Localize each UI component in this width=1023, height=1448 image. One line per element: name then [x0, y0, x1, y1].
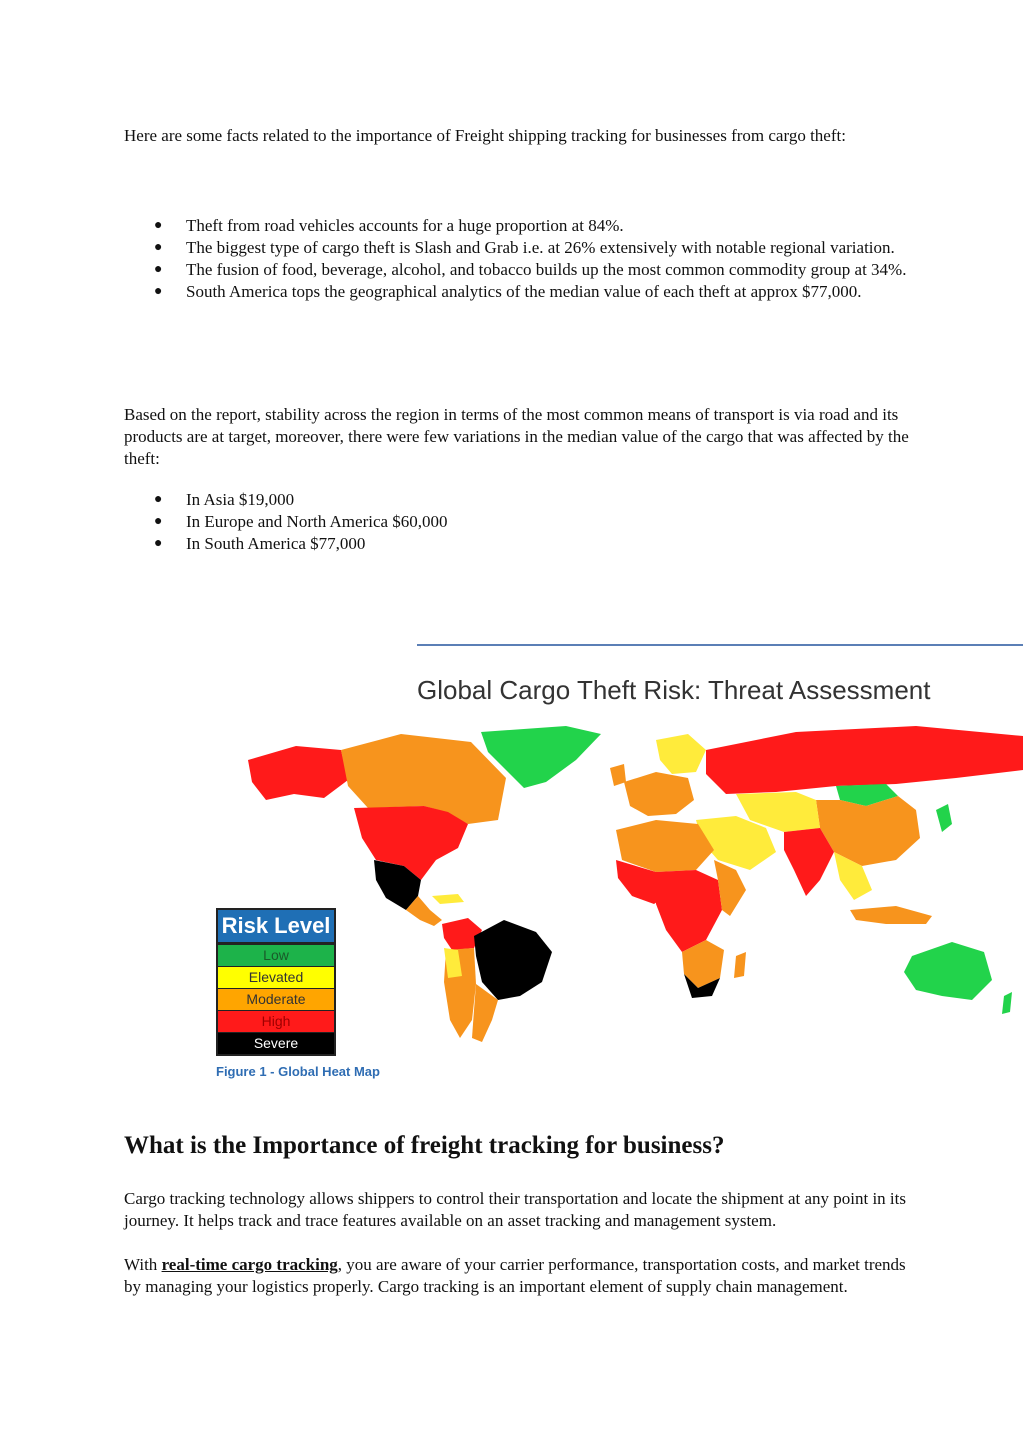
- bullet-icon: ●: [154, 514, 163, 529]
- figure-title: Global Cargo Theft Risk: Threat Assessment: [417, 675, 931, 705]
- list-item: ● The fusion of food, beverage, alcohol, and tobacco builds up the most common commodity group at 34%.: [154, 260, 907, 279]
- list-item: ● In South America $77,000: [154, 534, 366, 553]
- list-item: ● South America tops the geographical analytics of the median value of each theft at approx $77,000.: [154, 282, 862, 301]
- bullet-icon: ●: [154, 492, 163, 507]
- bullet-icon: ●: [154, 284, 163, 299]
- map-region-russia: [706, 726, 1023, 794]
- list-item: ● Theft from road vehicles accounts for a huge proportion at 84%.: [154, 216, 624, 235]
- map-region-brazil: [474, 920, 552, 1000]
- facts-list: [124, 215, 914, 303]
- bullet-icon: ●: [154, 262, 163, 277]
- map-region-australia: [904, 942, 992, 1000]
- bullet-icon: ●: [154, 218, 163, 233]
- list-item: ● In Europe and North America $60,000: [154, 512, 448, 531]
- list-item: ● In Asia $19,000: [154, 490, 295, 509]
- map-region-north-africa: [616, 820, 714, 872]
- map-region-usa: [354, 806, 468, 880]
- legend-title: Risk Level: [218, 910, 334, 944]
- map-region-scandinavia: [656, 734, 706, 774]
- legend-item-high: High: [218, 1010, 334, 1032]
- section-heading: What is the Importance of freight tracking for business?: [124, 1132, 725, 1159]
- legend-item-severe: Severe: [218, 1032, 334, 1054]
- map-region-indonesia: [850, 906, 932, 924]
- real-time-cargo-tracking-link[interactable]: real-time cargo tracking: [161, 1255, 338, 1274]
- map-region-uk: [610, 764, 626, 786]
- map-region-alaska: [248, 746, 348, 800]
- heat-map-figure: [214, 630, 1023, 1090]
- map-region-madagascar: [734, 952, 746, 978]
- bullet-icon: ●: [154, 240, 163, 255]
- bullet-icon: ●: [154, 536, 163, 551]
- legend-item-moderate: Moderate: [218, 988, 334, 1010]
- figure-caption: Figure 1 - Global Heat Map: [216, 1064, 380, 1079]
- map-region-caribbean: [432, 894, 464, 904]
- legend-item-low: Low: [218, 944, 334, 966]
- figure-rule: [417, 644, 1023, 646]
- regions-list: [124, 489, 914, 555]
- world-heat-map: [236, 720, 1023, 1060]
- tracking-paragraph: Cargo tracking technology allows shippers to control their transportation and locate the shipment at any point in its journey. It helps track and trace features available on an asset tracking and management system.: [124, 1189, 906, 1230]
- map-region-central-africa: [656, 870, 722, 952]
- map-region-new-zealand: [1002, 992, 1012, 1014]
- tracking-paragraph-2: With real-time cargo tracking, you are aware of your carrier performance, transportation costs, and market trends by managing your logistics properly. Cargo tracking is an important element of supply chain management.: [124, 1255, 906, 1296]
- map-region-western-europe: [624, 772, 694, 816]
- report-paragraph: Based on the report, stability across the region in terms of the most common means of transport is via road and its products are at target, moreover, there were few variations in the median value of the cargo that was affected by the theft:: [124, 405, 909, 468]
- legend-item-elevated: Elevated: [218, 966, 334, 988]
- map-region-japan: [936, 804, 952, 832]
- risk-legend: [216, 908, 336, 1056]
- list-item: ● The biggest type of cargo theft is Slash and Grab i.e. at 26% extensively with notable regional variation.: [154, 238, 895, 257]
- intro-paragraph: Here are some facts related to the importance of Freight shipping tracking for businesses from cargo theft:: [124, 126, 846, 145]
